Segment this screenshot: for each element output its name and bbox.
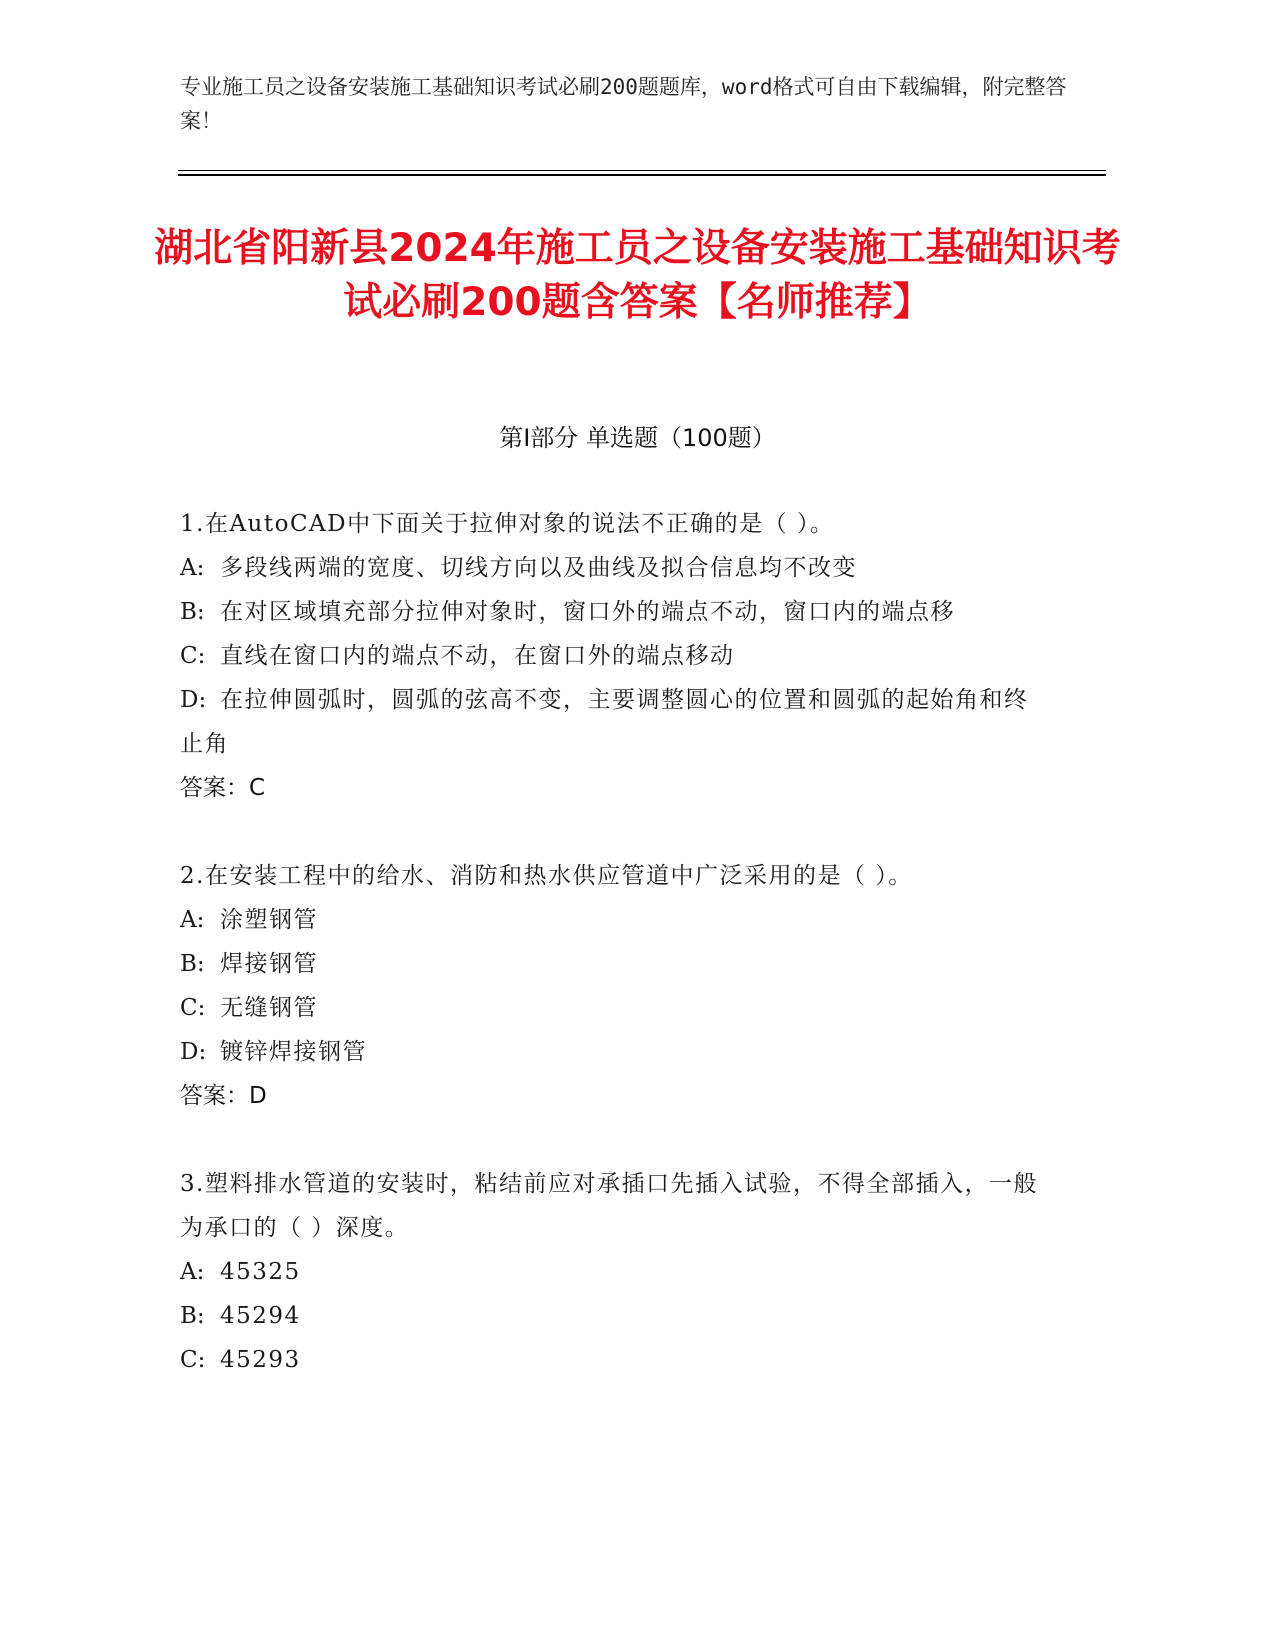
option-text: 45294 bbox=[220, 1303, 301, 1329]
option-text: 焊接钢管 bbox=[220, 951, 318, 977]
section-heading: 第Ⅰ部分 单选题（100题） bbox=[499, 424, 776, 452]
answer-prefix: 答案： bbox=[180, 1083, 249, 1109]
option-text: 涂塑钢管 bbox=[220, 907, 318, 933]
divider-thick bbox=[178, 174, 1106, 176]
option-text: 45325 bbox=[220, 1259, 301, 1285]
option-d bbox=[180, 1030, 1040, 1074]
option-text: 直线在窗口内的端点不动，在窗口外的端点移动 bbox=[220, 643, 735, 669]
option-b bbox=[180, 590, 1040, 634]
option-text: 无缝钢管 bbox=[220, 995, 318, 1021]
option-text: 多段线两端的宽度、切线方向以及曲线及拟合信息均不改变 bbox=[220, 555, 857, 581]
option-letter: C: bbox=[180, 1347, 206, 1373]
question-stem: 1.在AutoCAD中下面关于拉伸对象的说法不正确的是（ ）。 bbox=[180, 511, 835, 537]
header-note: 专业施工员之设备安装施工基础知识考试必刷200题题库，word格式可自由下载编辑，附完整答案！ bbox=[180, 75, 1067, 133]
option-text: 45293 bbox=[220, 1347, 301, 1373]
question-stem: 3.塑料排水管道的安装时，粘结前应对承插口先插入试验，不得全部插入，一般为承口的（ ）深度。 bbox=[180, 1171, 1038, 1241]
option-letter: A: bbox=[180, 907, 205, 933]
option-text: 镀锌焊接钢管 bbox=[220, 1039, 367, 1065]
option-letter: B: bbox=[180, 1303, 205, 1329]
question-2 bbox=[180, 854, 1040, 1118]
question-stem: 2.在安装工程中的给水、消防和热水供应管道中广泛采用的是（ ）。 bbox=[180, 863, 913, 889]
answer-prefix: 答案： bbox=[180, 775, 249, 801]
option-d bbox=[180, 678, 1040, 766]
document-title: 湖北省阳新县2024年施工员之设备安装施工基础知识考试必刷200题含答案【名师推荐】 bbox=[154, 226, 1121, 325]
option-letter: A: bbox=[180, 1259, 205, 1285]
option-text: 在对区域填充部分拉伸对象时，窗口外的端点不动，窗口内的端点移 bbox=[220, 599, 955, 625]
option-b bbox=[180, 1294, 1040, 1338]
divider-thin bbox=[178, 170, 1106, 171]
option-text: 在拉伸圆弧时，圆弧的弦高不变，主要调整圆心的位置和圆弧的起始角和终止角 bbox=[180, 687, 1029, 757]
answer-line bbox=[180, 766, 1040, 810]
option-letter: D: bbox=[180, 1039, 207, 1065]
option-b bbox=[180, 942, 1040, 986]
option-letter: A: bbox=[180, 555, 205, 581]
question-list bbox=[180, 502, 1040, 1426]
option-letter: B: bbox=[180, 599, 205, 625]
option-letter: C: bbox=[180, 643, 206, 669]
option-letter: D: bbox=[180, 687, 207, 713]
option-c bbox=[180, 634, 1040, 678]
option-c bbox=[180, 986, 1040, 1030]
option-letter: C: bbox=[180, 995, 206, 1021]
answer-line bbox=[180, 1074, 1040, 1118]
answer-value: C bbox=[249, 775, 266, 801]
question-3 bbox=[180, 1162, 1040, 1382]
question-1 bbox=[180, 502, 1040, 810]
option-a bbox=[180, 1250, 1040, 1294]
option-letter: B: bbox=[180, 951, 205, 977]
option-a bbox=[180, 546, 1040, 590]
option-c bbox=[180, 1338, 1040, 1382]
answer-value: D bbox=[249, 1083, 267, 1109]
option-a bbox=[180, 898, 1040, 942]
